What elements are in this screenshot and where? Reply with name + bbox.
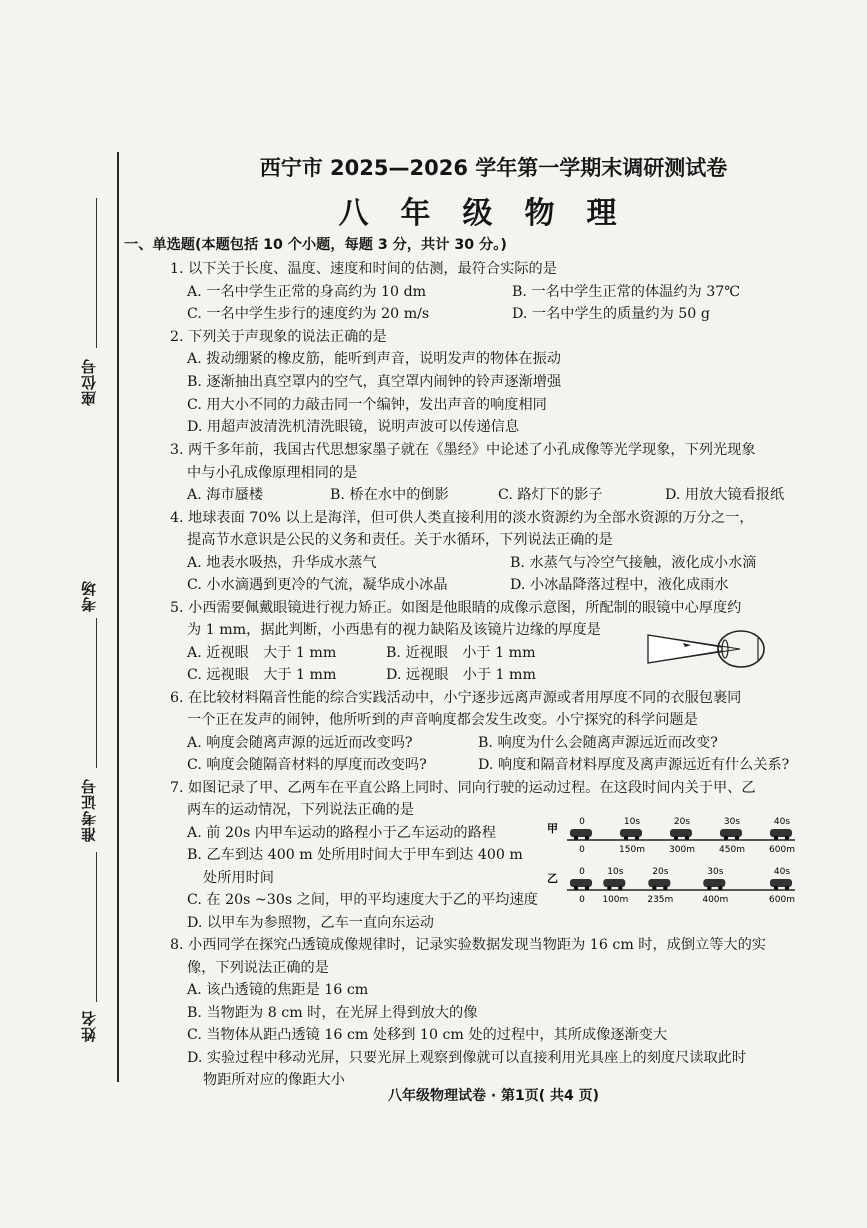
q1-option-b: B. 一名中学生正常的体温约为 37℃	[512, 284, 741, 300]
q5-option-a: A. 近视眼 大于 1 mm	[187, 645, 337, 661]
car-b-time-label: 30s	[707, 867, 724, 877]
eyeball	[718, 631, 764, 667]
car-b-wheel	[718, 886, 722, 890]
q6-option-b: B. 响度为什么会随离声源远近而改变?	[478, 735, 718, 751]
car-a-car-name: 甲	[547, 822, 558, 835]
q1-stem: 1. 以下关于长度、温度、速度和时间的估测，最符合实际的是	[170, 261, 557, 277]
car-a-car-icon	[620, 829, 642, 837]
car-b-wheel	[585, 886, 589, 890]
car-a-time-label: 0	[579, 817, 585, 827]
q7-option-b-line1: B. 乙车到达 400 m 处所用时间大于甲车到达 400 m	[187, 847, 523, 863]
q2-stem: 2. 下列关于声现象的说法正确的是	[170, 329, 387, 345]
car-b-car-icon	[703, 879, 725, 887]
car-a-car-icon	[570, 829, 592, 837]
section-heading: 一、单选题(本题包括 10 个小题，每题 3 分，共计 30 分。)	[124, 237, 507, 253]
car-a-distance-label: 0	[579, 845, 585, 855]
ticket-number-label: 准考证号	[80, 778, 98, 842]
q8-option-d-line1: D. 实验过程中移动光屏，只要光屏上观察到像就可以直接利用光具座上的刻度尺读取此时	[187, 1050, 747, 1066]
car-a-wheel	[585, 836, 589, 840]
name-label: 姓名	[80, 1010, 98, 1042]
car-b-car-icon	[603, 879, 625, 887]
car-b-distance-label: 100m	[602, 895, 629, 905]
car-a-wheel	[635, 836, 639, 840]
car-b-wheel	[618, 886, 622, 890]
q3-option-d: D. 用放大镜看报纸	[665, 487, 785, 503]
q6-option-a: A. 响度会随离声源的远近而改变吗?	[187, 735, 413, 751]
q2-option-a: A. 拨动绷紧的橡皮筋，能听到声音，说明发声的物体在振动	[187, 351, 561, 367]
car-a-distance-label: 450m	[719, 845, 745, 855]
car-b-distance-label: 600m	[769, 895, 795, 905]
car-a-distance-label: 600m	[769, 845, 795, 855]
car-a-wheel	[735, 836, 739, 840]
q4-option-d: D. 小冰晶降落过程中，液化成雨水	[510, 577, 729, 593]
q5-option-d: D. 远视眼 小于 1 mm	[386, 667, 536, 683]
car-b-car-icon	[570, 879, 592, 887]
q8-stem-line1: 8. 小西同学在探究凸透镜成像规律时，记录实验数据发现当物距为 16 cm 时，成倒立等大的实	[170, 937, 766, 953]
binding-line	[117, 152, 119, 1082]
eye-lens	[722, 640, 728, 658]
q7-option-b-line2: 处所用时间	[203, 870, 274, 886]
q1-option-d: D. 一名中学生的质量约为 50 g	[512, 306, 710, 322]
q3-option-c: C. 路灯下的影子	[498, 487, 603, 503]
car-a-time-label: 10s	[623, 817, 641, 827]
q7-stem-line2: 两车的运动情况，下列说法正确的是	[187, 802, 415, 818]
car-b-wheel	[785, 886, 789, 890]
ticket-number-blank	[96, 852, 97, 1002]
q3-option-b: B. 桥在水中的倒影	[330, 487, 449, 503]
car-a-wheel	[624, 836, 628, 840]
car-a-time-label: 20s	[673, 817, 691, 827]
q6-stem-line2: 一个正在发声的闹钟，他所听到的声音响度都会发生改变。小宁探究的科学问题是	[187, 712, 698, 728]
light-cone	[648, 635, 722, 663]
car-b-car-name: 乙	[547, 872, 558, 885]
car-a-wheel	[724, 836, 728, 840]
car-motion-diagram	[545, 814, 800, 910]
car-a-time-label: 30s	[723, 817, 741, 827]
seat-number-label: 座位号	[80, 358, 98, 406]
car-b-wheel	[774, 886, 778, 890]
q7-option-c: C. 在 20s ~30s 之间，甲的平均速度大于乙的平均速度	[187, 892, 538, 908]
car-b-wheel	[574, 886, 578, 890]
exam-room-blank	[96, 618, 97, 768]
q3-stem-line2: 中与小孔成像原理相同的是	[187, 465, 358, 481]
car-a-wheel	[774, 836, 778, 840]
car-b-wheel	[652, 886, 656, 890]
car-a-time-label: 40s	[773, 817, 791, 827]
q8-option-a: A. 该凸透镜的焦距是 16 cm	[187, 982, 369, 998]
car-b-car-icon	[770, 879, 792, 887]
seat-number-blank	[96, 198, 97, 348]
car-a-wheel	[674, 836, 678, 840]
q6-option-c: C. 响度会随隔音材料的厚度而改变吗?	[187, 757, 427, 773]
car-a-car-icon	[720, 829, 742, 837]
car-b-wheel	[607, 886, 611, 890]
car-b-car-icon	[648, 879, 670, 887]
car-b-wheel	[663, 886, 667, 890]
car-a-wheel	[685, 836, 689, 840]
exam-subject: 八年级物理	[338, 196, 649, 231]
q1-option-c: C. 一名中学生步行的速度约为 20 m/s	[187, 306, 430, 322]
exam-title: 西宁市 2025—2026 学年第一学期末调研测试卷	[259, 156, 728, 180]
q4-option-c: C. 小水滴遇到更冷的气流，凝华成小冰晶	[187, 577, 448, 593]
car-b-distance-label: 0	[579, 895, 585, 905]
q6-option-d: D. 响度和隔音材料厚度及离声源远近有什么关系?	[478, 757, 790, 773]
car-b-distance-label: 235m	[647, 895, 674, 905]
q8-option-b: B. 当物距为 8 cm 时，在光屏上得到放大的像	[187, 1005, 478, 1021]
q5-stem-line2: 为 1 mm，据此判断，小西患有的视力缺陷及该镜片边缘的厚度是	[187, 622, 601, 638]
q2-option-c: C. 用大小不同的力敲击同一个编钟，发出声音的响度相同	[187, 397, 547, 413]
q2-option-b: B. 逐渐抽出真空罩内的空气，真空罩内闹钟的铃声逐渐增强	[187, 374, 562, 390]
q7-option-a: A. 前 20s 内甲车运动的路程小于乙车运动的路程	[187, 825, 496, 841]
car-b-distance-label: 400m	[702, 895, 729, 905]
q2-option-d: D. 用超声波清洗机清洗眼镜，说明声波可以传递信息	[187, 419, 520, 435]
car-a-car-icon	[670, 829, 692, 837]
q1-option-a: A. 一名中学生正常的身高约为 10 dm	[187, 284, 427, 300]
q4-option-b: B. 水蒸气与冷空气接触，液化成小水滴	[510, 555, 757, 571]
car-b-wheel	[707, 886, 711, 890]
eye-diagram	[645, 628, 770, 670]
car-a-distance-label: 150m	[619, 845, 645, 855]
q5-option-b: B. 近视眼 小于 1 mm	[386, 645, 536, 661]
q7-stem-line1: 7. 如图记录了甲、乙两车在平直公路上同时、同向行驶的运动过程。在这段时间内关于甲、乙	[170, 780, 756, 796]
q3-option-a: A. 海市蜃楼	[187, 487, 264, 503]
exam-room-label: 考场	[80, 580, 98, 612]
q5-stem-line1: 5. 小西需要佩戴眼镜进行视力矫正。如图是他眼睛的成像示意图，所配制的眼镜中心厚度约	[170, 600, 742, 616]
q8-stem-line2: 像，下列说法正确的是	[187, 960, 329, 976]
q8-option-d-line2: 物距所对应的像距大小	[203, 1072, 345, 1088]
q4-option-a: A. 地表水吸热，升华成水蒸气	[187, 555, 377, 571]
page-footer: 八年级物理试卷 · 第1页( 共4 页)	[387, 1088, 600, 1104]
car-a-wheel	[574, 836, 578, 840]
q4-stem-line2: 提高节水意识是公民的义务和责任。关于水循环，下列说法正确的是	[187, 532, 613, 548]
car-a-wheel	[785, 836, 789, 840]
car-b-time-label: 10s	[607, 867, 624, 877]
q4-stem-line1: 4. 地球表面 70% 以上是海洋，但可供人类直接利用的淡水资源约为全部水资源的万分之一，	[170, 510, 754, 526]
q5-option-c: C. 远视眼 大于 1 mm	[187, 667, 337, 683]
car-a-distance-label: 300m	[669, 845, 695, 855]
q3-stem-line1: 3. 两千多年前，我国古代思想家墨子就在《墨经》中论述了小孔成像等光学现象，下列光现象	[170, 442, 756, 458]
car-a-car-icon	[770, 829, 792, 837]
q6-stem-line1: 6. 在比较材料隔音性能的综合实践活动中，小宁逐步远离声源或者用厚度不同的衣服包裹同	[170, 690, 742, 706]
car-b-time-label: 0	[579, 867, 585, 877]
car-b-time-label: 40s	[773, 867, 791, 877]
q7-option-d: D. 以甲车为参照物，乙车一直向东运动	[187, 915, 434, 931]
q8-option-c: C. 当物体从距凸透镜 16 cm 处移到 10 cm 处的过程中，其所成像逐渐变大	[187, 1027, 668, 1043]
car-b-time-label: 20s	[652, 867, 669, 877]
